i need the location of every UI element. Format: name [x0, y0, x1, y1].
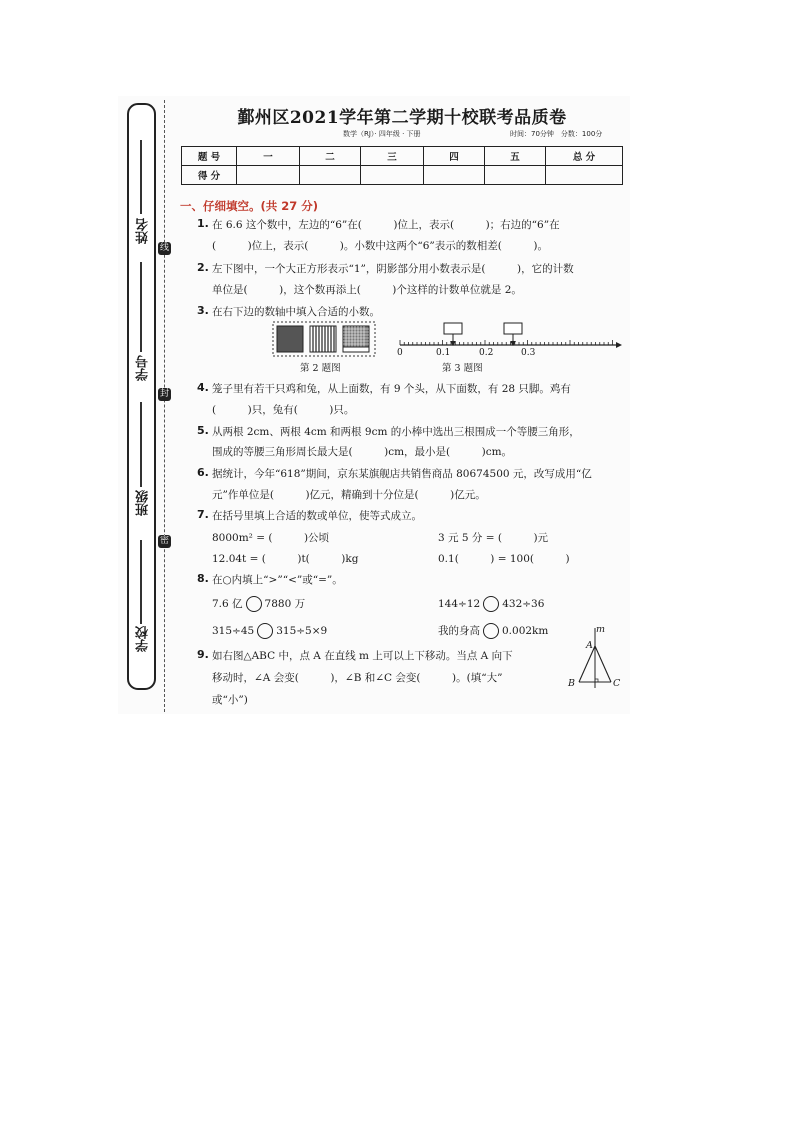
- header-cell: 题 号: [182, 147, 237, 166]
- header-cell: 四: [424, 147, 485, 166]
- q2-line-1: 左下图中，一个大正方形表示“1”，阴影部分用小数表示是( )，它的计数: [212, 263, 574, 275]
- q7-item-a: 8000m² = ( )公顷: [212, 532, 330, 544]
- q8-c-right: 315÷5×9: [276, 625, 328, 637]
- tick-label-0-3: 0.3: [521, 348, 536, 358]
- vertex-b-label: B: [568, 678, 575, 689]
- score-cell[interactable]: [485, 166, 546, 185]
- score-cell[interactable]: [237, 166, 300, 185]
- section-1-title: 一、仔细填空。(共 27 分): [180, 199, 319, 213]
- figure-3-number-line: [394, 320, 624, 360]
- school-label: 学校: [136, 626, 151, 652]
- q6-line-2: 元”作单位是( )亿元，精确到十分位是( )亿元。: [212, 489, 486, 501]
- vertex-a-label: A: [586, 640, 593, 651]
- tick-label-0-1: 0.1: [436, 348, 451, 358]
- student-number-label: 学号: [136, 355, 151, 381]
- q1-line-2: ( )位上，表示( )。小数中这两个“6”表示的数相差( )。: [212, 240, 548, 252]
- q5-line-1: 从两根 2cm、两根 4cm 和两根 9cm 的小棒中选出三根围成一个等腰三角形，: [212, 426, 580, 438]
- q8-a-left: 7.6 亿: [212, 598, 243, 610]
- time-score-info: 时间：70分钟 分数：100分: [510, 130, 603, 138]
- header-cell: 三: [361, 147, 424, 166]
- scanned-sheet: [118, 96, 630, 714]
- q7-number: 7.: [197, 508, 209, 521]
- q8-item-c: [212, 623, 327, 639]
- header-cell: 总 分: [546, 147, 623, 166]
- class-label: 班级: [136, 490, 151, 516]
- q3-number: 3.: [197, 304, 209, 317]
- seal-secret: 密: [159, 536, 169, 546]
- line-m-label: m: [596, 624, 606, 635]
- class-line: [140, 402, 142, 487]
- q9-line-1: 如右图△ABC 中，点 A 在直线 m 上可以上下移动。当点 A 向下: [212, 650, 513, 662]
- q8-b-left: 144÷12: [438, 598, 481, 610]
- vertex-c-label: C: [613, 678, 621, 689]
- q8-c-left: 315÷45: [212, 625, 255, 637]
- cut-line: [164, 100, 165, 712]
- q8-a-right: 7880 万: [264, 598, 306, 610]
- score-input-row: [182, 166, 623, 185]
- score-cell[interactable]: [361, 166, 424, 185]
- q8-b-right: 432÷36: [502, 598, 545, 610]
- q8-item-a: [212, 596, 305, 612]
- header-cell: 二: [300, 147, 361, 166]
- q9-line-3: 或“小”): [212, 694, 248, 706]
- compare-circle[interactable]: [483, 596, 499, 612]
- q5-line-2: 围成的等腰三角形周长最大是( )cm，最小是( )cm。: [212, 446, 513, 458]
- q5-number: 5.: [197, 424, 209, 437]
- school-line: [140, 540, 142, 624]
- q1-line-1: 在 6.6 这个数中，左边的“6”在( )位上，表示( )；右边的“6”在: [212, 219, 560, 231]
- seal-line: 线: [159, 243, 169, 253]
- q2-number: 2.: [197, 261, 209, 274]
- q1-number: 1.: [197, 217, 209, 230]
- q8-item-b: [438, 596, 544, 612]
- q8-item-d: [438, 623, 548, 639]
- q9-number: 9.: [197, 648, 209, 661]
- name-label: 姓名: [136, 218, 151, 244]
- header-cell: 一: [237, 147, 300, 166]
- q8-number: 8.: [197, 572, 209, 585]
- tick-label-0-2: 0.2: [479, 348, 494, 358]
- q7-item-d: 0.1( ) = 100( ): [438, 553, 570, 565]
- q6-number: 6.: [197, 466, 209, 479]
- q4-number: 4.: [197, 381, 209, 394]
- score-cell[interactable]: [546, 166, 623, 185]
- q4-line-2: ( )只，兔有( )只。: [212, 404, 355, 416]
- compare-circle[interactable]: [246, 596, 262, 612]
- compare-circle[interactable]: [257, 623, 273, 639]
- q7-line-1: 在括号里填上合适的数或单位，使等式成立。: [212, 510, 422, 522]
- figure-2-caption: 第 2 题图: [300, 363, 341, 374]
- score-cell[interactable]: [300, 166, 361, 185]
- compare-circle[interactable]: [483, 623, 499, 639]
- q8-d-right: 0.002km: [502, 625, 549, 637]
- name-line: [140, 140, 142, 214]
- number-line: [140, 262, 142, 352]
- header-cell: 五: [485, 147, 546, 166]
- seal-seal: 封: [159, 389, 169, 399]
- q6-line-1: 据统计，今年“618”期间，京东某旗舰店共销售商品 80674500 元，改写成用“亿: [212, 468, 592, 480]
- row-label: 得 分: [182, 166, 237, 185]
- q4-line-1: 笼子里有若干只鸡和兔，从上面数，有 9 个头，从下面数，有 28 只脚。鸡有: [212, 383, 571, 395]
- score-header-row: [182, 147, 623, 166]
- q3-line-1: 在右下边的数轴中填入合适的小数。: [212, 306, 380, 318]
- q7-item-b: 3 元 5 分 = ( )元: [438, 532, 549, 544]
- exam-title: 鄞州区2021学年第二学期十校联考品质卷: [237, 108, 567, 128]
- tick-label-0: 0: [397, 348, 403, 358]
- figure-2-squares: [272, 321, 376, 357]
- q2-line-2: 单位是( )，这个数再添上( )个这样的计数单位就是 2。: [212, 284, 522, 296]
- binding-strip: [127, 103, 156, 690]
- subject-info: 数学（RJ）· 四年级 · 下册: [343, 130, 421, 138]
- q8-d-left: 我的身高: [438, 625, 480, 637]
- q8-line-1: 在○内填上“>”“<”或“=”。: [212, 574, 343, 586]
- q7-item-c: 12.04t = ( )t( )kg: [212, 553, 359, 565]
- score-cell[interactable]: [424, 166, 485, 185]
- score-table: [181, 146, 623, 185]
- figure-3-caption: 第 3 题图: [442, 363, 483, 374]
- q9-line-2: 移动时，∠A 会变( )，∠B 和∠C 会变( )。(填“大”: [212, 672, 503, 684]
